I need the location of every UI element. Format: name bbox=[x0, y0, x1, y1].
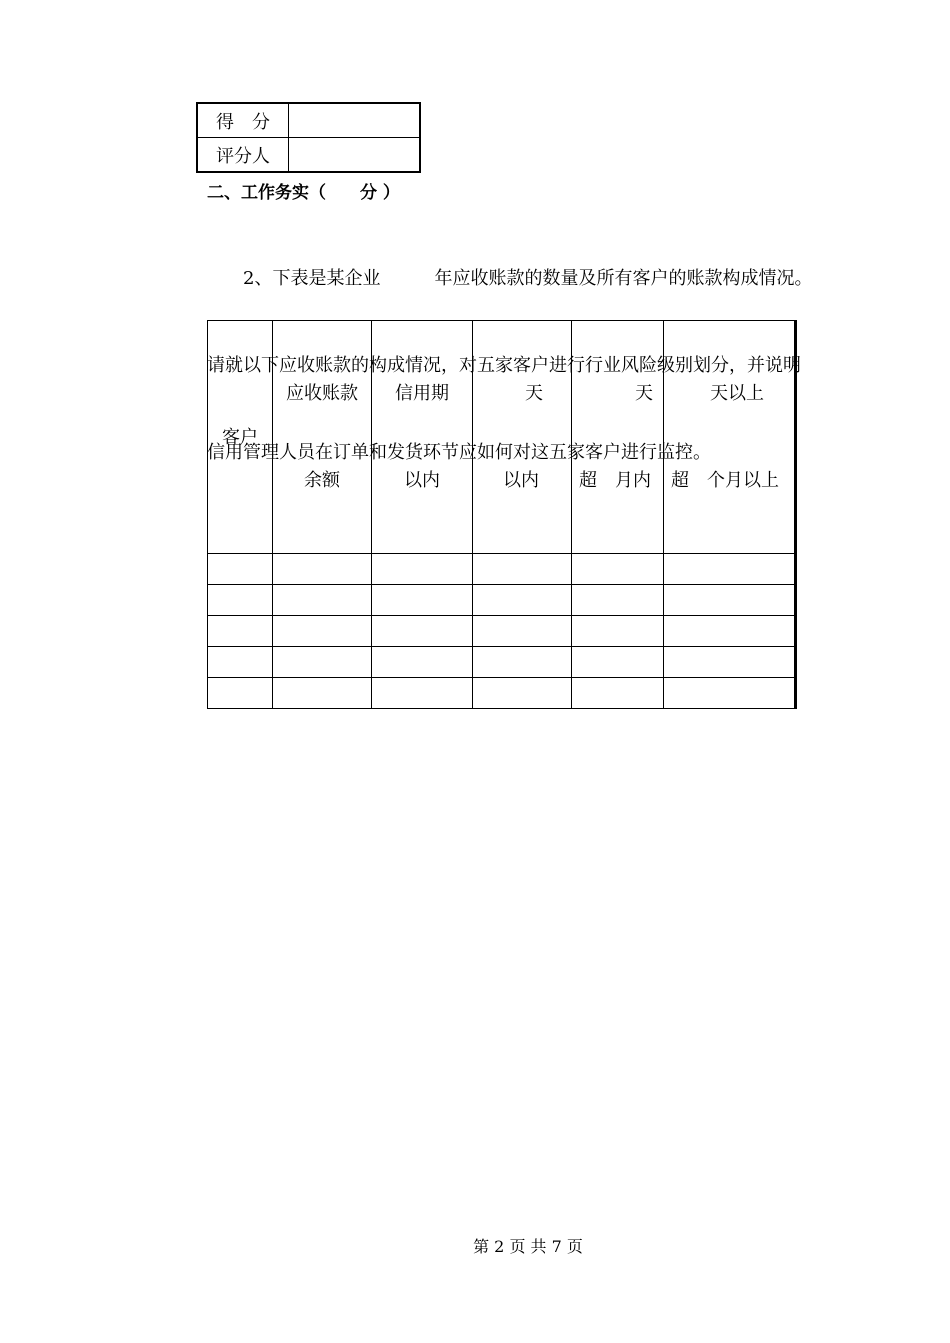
table-cell[interactable] bbox=[208, 585, 273, 616]
table-cell[interactable] bbox=[572, 647, 664, 678]
table-cell[interactable] bbox=[372, 678, 473, 709]
question-line: 2、下表是某企业 年应收账款的数量及所有客户的账款构成情况。 bbox=[207, 268, 813, 289]
section-title: 二、工作务实（ 分 ） bbox=[207, 183, 400, 203]
table-cell[interactable] bbox=[473, 616, 572, 647]
table-row bbox=[208, 616, 796, 647]
table-cell[interactable] bbox=[473, 678, 572, 709]
table-row bbox=[208, 554, 796, 585]
table-cell[interactable] bbox=[372, 554, 473, 585]
table-cell[interactable] bbox=[208, 678, 273, 709]
question-line: 信用管理人员在订单和发货环节应如何对这五家客户进行监控。 bbox=[207, 442, 711, 463]
table-cell[interactable] bbox=[273, 647, 372, 678]
score-label: 得 分 bbox=[197, 103, 289, 138]
header-balance: 应收账款 余额 bbox=[273, 321, 372, 554]
table-cell[interactable] bbox=[208, 647, 273, 678]
table-cell[interactable] bbox=[273, 616, 372, 647]
table-cell[interactable] bbox=[273, 585, 372, 616]
table-cell[interactable] bbox=[664, 647, 796, 678]
table-cell[interactable] bbox=[572, 678, 664, 709]
header-customer: 客户 bbox=[208, 321, 273, 554]
table-cell[interactable] bbox=[572, 616, 664, 647]
table-cell[interactable] bbox=[664, 585, 796, 616]
table-cell[interactable] bbox=[473, 647, 572, 678]
question-line: 请就以下应收账款的构成情况，对五家客户进行行业风险级别划分，并说明 bbox=[207, 355, 801, 376]
page-footer: 第 2 页 共 7 页 bbox=[473, 1237, 583, 1256]
score-box bbox=[196, 102, 421, 173]
table-cell[interactable] bbox=[572, 554, 664, 585]
table-cell[interactable] bbox=[372, 647, 473, 678]
score-value-cell[interactable] bbox=[289, 103, 421, 138]
header-within-credit: 信用期 以内 bbox=[372, 321, 473, 554]
grader-value-cell[interactable] bbox=[289, 138, 421, 173]
table-cell[interactable] bbox=[273, 554, 372, 585]
table-cell[interactable] bbox=[372, 585, 473, 616]
table-cell[interactable] bbox=[572, 585, 664, 616]
table-cell[interactable] bbox=[372, 616, 473, 647]
table-header-row bbox=[208, 321, 796, 554]
receivables-table bbox=[207, 320, 797, 709]
table-row bbox=[208, 585, 796, 616]
header-over-months: 天 超 月内 bbox=[572, 321, 664, 554]
table-row bbox=[208, 678, 796, 709]
header-over-days-plus: 天以上 超 个月以上 bbox=[664, 321, 796, 554]
grader-row bbox=[197, 138, 420, 173]
table-cell[interactable] bbox=[664, 554, 796, 585]
table-cell[interactable] bbox=[664, 616, 796, 647]
table-cell[interactable] bbox=[664, 678, 796, 709]
score-row bbox=[197, 103, 420, 138]
table-row bbox=[208, 647, 796, 678]
grader-label: 评分人 bbox=[197, 138, 289, 173]
table-cell[interactable] bbox=[208, 554, 273, 585]
table-cell[interactable] bbox=[473, 554, 572, 585]
table-cell[interactable] bbox=[208, 616, 273, 647]
header-within-days: 天 以内 bbox=[473, 321, 572, 554]
table-cell[interactable] bbox=[473, 585, 572, 616]
table-cell[interactable] bbox=[273, 678, 372, 709]
